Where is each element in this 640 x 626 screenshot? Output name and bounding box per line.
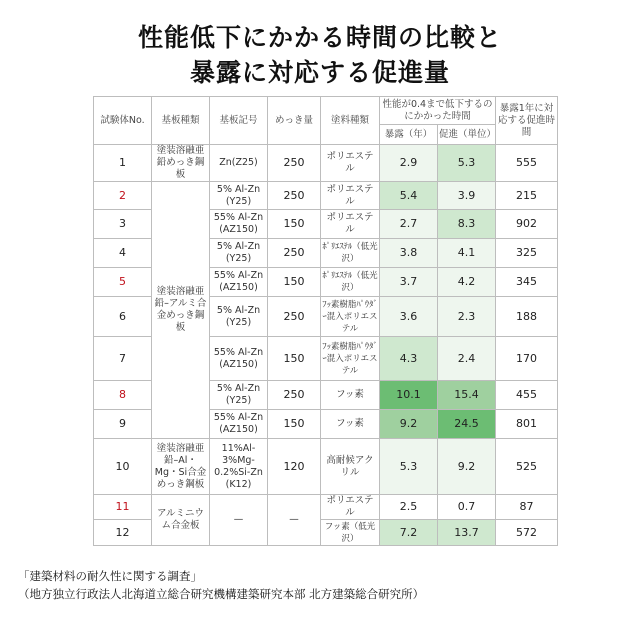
exposure-cell: 3.7	[380, 268, 438, 297]
row-no: 12	[94, 520, 152, 546]
row-no: 3	[94, 210, 152, 239]
accel-cell: 9.2	[438, 439, 496, 495]
paint-cell: ポリエステル	[321, 182, 380, 210]
symbol-cell: 5% Al-Zn (Y25)	[210, 239, 268, 268]
exposure-cell: 2.5	[380, 495, 438, 520]
row-no: 6	[94, 297, 152, 337]
symbol-cell: 55% Al-Zn (AZ150)	[210, 337, 268, 381]
header-plating: めっき量	[268, 97, 321, 145]
ratio-cell: 170	[496, 337, 558, 381]
symbol-cell: 11%Al-3%Mg-0.2%Si-Zn (K12)	[210, 439, 268, 495]
row-no: 11	[94, 495, 152, 520]
row-no: 4	[94, 239, 152, 268]
accel-cell: 2.4	[438, 337, 496, 381]
symbol-cell: 5% Al-Zn (Y25)	[210, 182, 268, 210]
plating-cell: 250	[268, 381, 321, 410]
ratio-cell: 555	[496, 145, 558, 182]
header-accel: 促進（単位）	[438, 125, 496, 145]
accel-cell: 24.5	[438, 410, 496, 439]
header-symbol: 基板記号	[210, 97, 268, 145]
substrate-cell: アルミニウム合金板	[152, 495, 210, 546]
paint-cell: フッ素	[321, 381, 380, 410]
accel-cell: 2.3	[438, 297, 496, 337]
paint-cell: ﾎﾟﾘｴｽﾃﾙ（低光沢）	[321, 268, 380, 297]
paint-cell: ﾎﾟﾘｴｽﾃﾙ（低光沢）	[321, 239, 380, 268]
exposure-cell: 3.6	[380, 297, 438, 337]
paint-cell: ﾌｯ素樹脂ﾊﾟｳﾀﾞｰ混入ポリエステル	[321, 297, 380, 337]
paint-cell: フッ素	[321, 410, 380, 439]
accel-cell: 0.7	[438, 495, 496, 520]
accel-cell: 4.1	[438, 239, 496, 268]
symbol-cell: 55% Al-Zn (AZ150)	[210, 268, 268, 297]
source-org: （地方独立行政法人北海道立総合研究機構建築研究本部 北方建築総合研究所）	[18, 587, 425, 601]
substrate-cell: 塗装溶融亜鉛–Al・Mg・Si合金めっき鋼板	[152, 439, 210, 495]
paint-cell: ﾌｯ素樹脂ﾊﾟｳﾀﾞｰ混入ポリエステル	[321, 337, 380, 381]
symbol-cell: 55% Al-Zn (AZ150)	[210, 210, 268, 239]
row-no: 2	[94, 182, 152, 210]
comparison-table	[93, 96, 557, 546]
row-no: 8	[94, 381, 152, 410]
header-substrate: 基板種類	[152, 97, 210, 145]
ratio-cell: 572	[496, 520, 558, 546]
substrate-cell: 塗装溶融亜鉛めっき鋼板	[152, 145, 210, 182]
paint-cell: ポリエステル	[321, 145, 380, 182]
row-no: 9	[94, 410, 152, 439]
symbol-cell: 5% Al-Zn (Y25)	[210, 297, 268, 337]
row-no: 10	[94, 439, 152, 495]
ratio-cell: 325	[496, 239, 558, 268]
table-row	[94, 182, 558, 210]
accel-cell: 4.2	[438, 268, 496, 297]
exposure-cell: 10.1	[380, 381, 438, 410]
ratio-cell: 525	[496, 439, 558, 495]
table-row	[94, 439, 558, 495]
header-no: 試験体No.	[94, 97, 152, 145]
paint-cell: ポリエステル	[321, 495, 380, 520]
ratio-cell: 345	[496, 268, 558, 297]
exposure-cell: 9.2	[380, 410, 438, 439]
symbol-cell: —	[210, 495, 268, 546]
plating-cell: 250	[268, 182, 321, 210]
plating-cell: 250	[268, 239, 321, 268]
exposure-cell: 5.3	[380, 439, 438, 495]
header-perf: 性能が0.4まで低下するのにかかった時間	[380, 97, 496, 125]
ratio-cell: 801	[496, 410, 558, 439]
accel-cell: 3.9	[438, 182, 496, 210]
exposure-cell: 2.7	[380, 210, 438, 239]
exposure-cell: 3.8	[380, 239, 438, 268]
header-exposure: 暴露（年）	[380, 125, 438, 145]
table-row	[94, 145, 558, 182]
symbol-cell: 55% Al-Zn (AZ150)	[210, 410, 268, 439]
plating-cell: 150	[268, 410, 321, 439]
accel-cell: 8.3	[438, 210, 496, 239]
row-no: 7	[94, 337, 152, 381]
ratio-cell: 87	[496, 495, 558, 520]
accel-cell: 5.3	[438, 145, 496, 182]
plating-cell: 150	[268, 210, 321, 239]
header-paint: 塗料種類	[321, 97, 380, 145]
plating-cell: 150	[268, 337, 321, 381]
plating-cell: 250	[268, 297, 321, 337]
exposure-cell: 5.4	[380, 182, 438, 210]
exposure-cell: 7.2	[380, 520, 438, 546]
exposure-cell: 2.9	[380, 145, 438, 182]
plating-cell: 250	[268, 145, 321, 182]
ratio-cell: 902	[496, 210, 558, 239]
row-no: 5	[94, 268, 152, 297]
paint-cell: 高耐候アクリル	[321, 439, 380, 495]
accel-cell: 13.7	[438, 520, 496, 546]
ratio-cell: 455	[496, 381, 558, 410]
header-ratio: 暴露1年に対応する促進時間	[496, 97, 558, 145]
symbol-cell: Zn(Z25)	[210, 145, 268, 182]
page-title-line2: 暴露に対応する促進量	[189, 58, 450, 87]
page-title-line1: 性能低下にかかる時間の比較と	[137, 23, 502, 52]
plating-cell: 120	[268, 439, 321, 495]
accel-cell: 15.4	[438, 381, 496, 410]
paint-cell: ポリエステル	[321, 210, 380, 239]
plating-cell: 150	[268, 268, 321, 297]
paint-cell: フッ素（低光沢）	[321, 520, 380, 546]
ratio-cell: 188	[496, 297, 558, 337]
plating-cell: —	[268, 495, 321, 546]
substrate-cell: 塗装溶融亜鉛–アルミ合金めっき鋼板	[152, 182, 210, 439]
source-title: 「建築材料の耐久性に関する調査」	[18, 569, 202, 583]
ratio-cell: 215	[496, 182, 558, 210]
symbol-cell: 5% Al-Zn (Y25)	[210, 381, 268, 410]
exposure-cell: 4.3	[380, 337, 438, 381]
row-no: 1	[94, 145, 152, 182]
table-row	[94, 495, 558, 520]
